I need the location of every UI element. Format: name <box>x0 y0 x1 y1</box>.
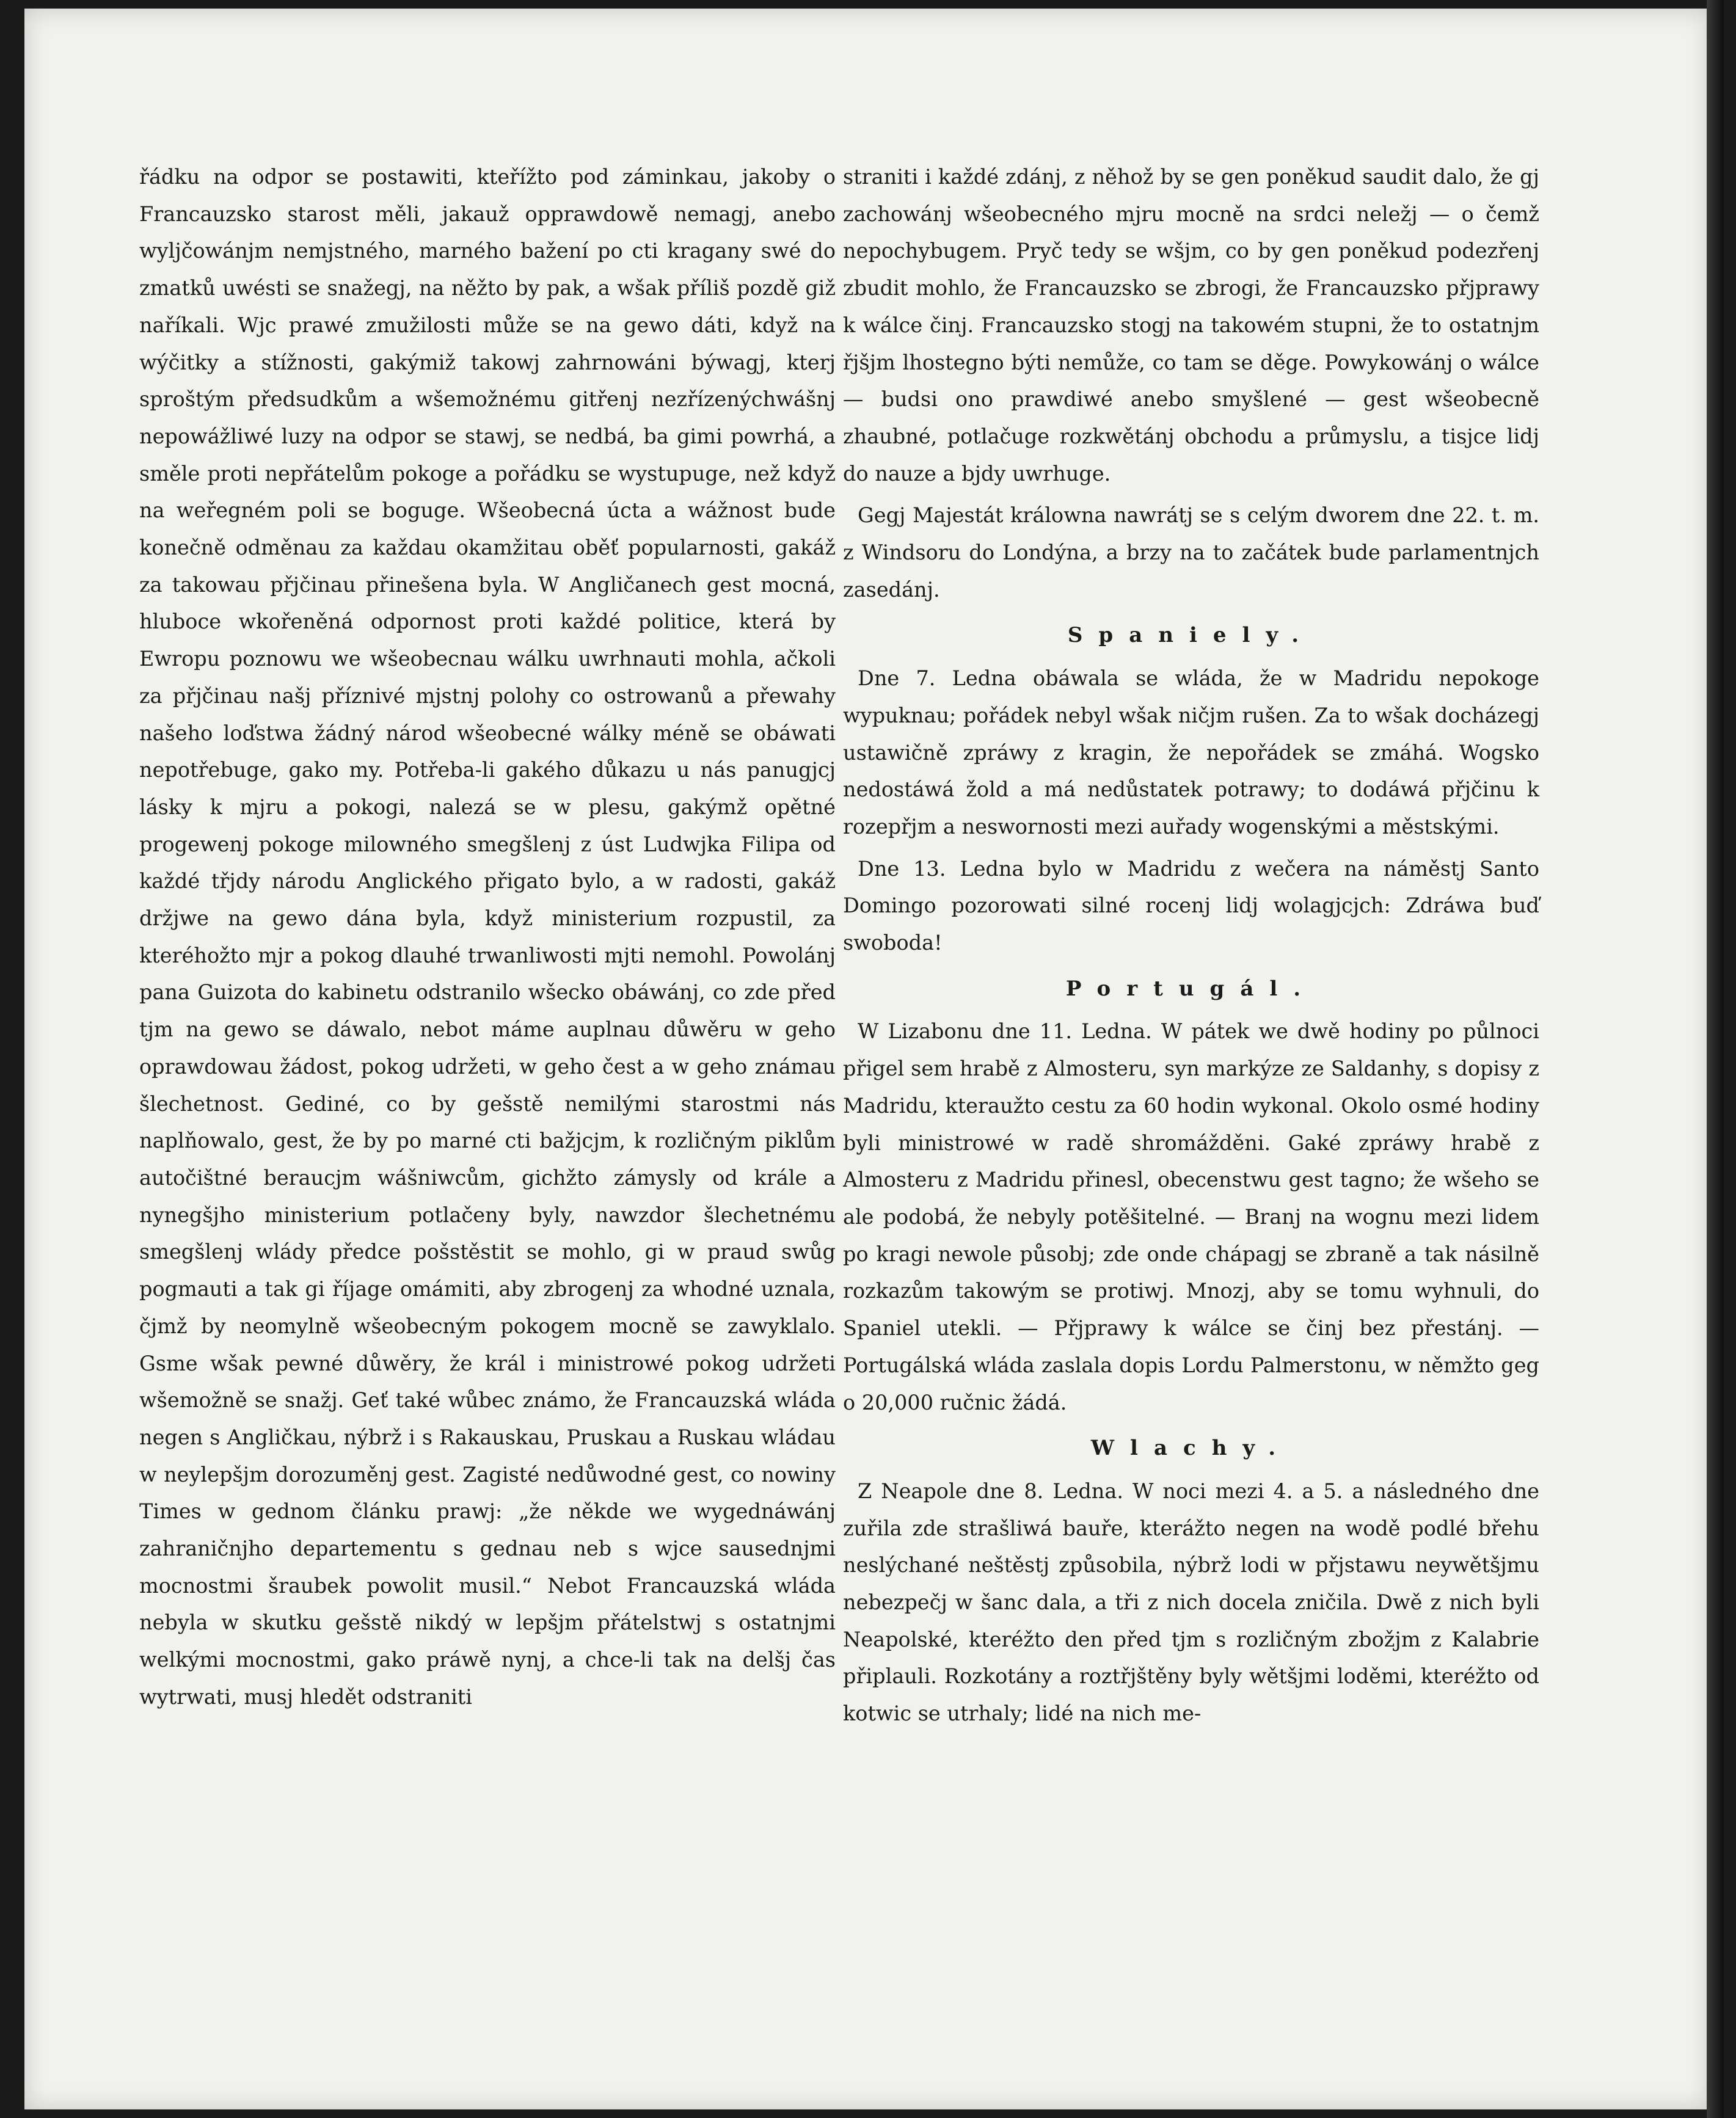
left-column <box>139 159 836 1716</box>
spain-paragraph-2: Dne 13. Ledna bylo w Madridu z wečera na náměstj Santo Domingo pozorowati silné rocenj lidj wolagjcjch: Zdráwa buď swoboda! <box>843 856 1539 955</box>
spain-paragraph-1: Dne 7. Ledna obáwala se wláda, že w Madridu nepokoge wypuknau; pořádek nebyl wšak ničjm rušen. Za to wšak docházegj ustawičně zpráwy z kragin, že nepořádek se zmáhá. Wogsko nedostáwá žold a má nedůstatek potrawy; to dodáwá přjčinu k rozepřjm a neswornosti mezi auřady wogenskými a městskými. <box>843 666 1539 839</box>
section-heading-portugal: Portugál. <box>1065 976 1317 1001</box>
page-gutter <box>1707 0 1724 2118</box>
italy-paragraph: Z Neapole dne 8. Ledna. W noci mezi 4. a 5. a následného dne zuřila zde strašliwá bauře, kterážto negen na wodě podlé břehu neslýchané neštěstj způsobila, nýbrž lodi w přjstawu neywětšjmu nebezpečj w šanc dala, a tři z nich docela zničila. Dwě z nich byli Neapolské, kteréžto den před tjm s rozličným zbožjm z Kalabrie připlauli. Rozkotány a roztřjštěny byly wětšjmi loděmi, kteréžto od kotwic se utrhaly; lidé na nich me- <box>843 1479 1539 1726</box>
left-column-text: řádku na odpor se postawiti, kteřížto pod záminkau, jakoby o Francauzsko starost měli, jakauž opprawdowě nemagj, anebo wyljčowánjm nemjstného, marného bažení po cti kragany swé do zmatků uwésti se snažegj, na něžto by pak, a wšak příliš pozdě giž naříkali. Wjc prawé zmužilosti může se na gewo dáti, když na wýčitky a stížnosti, gakýmiž takowj zahrnowáni býwagj, kterj sproštým předsudkům a wšemožnému gitřenj nezřízenýchwášnj nepowážliwé luzy na odpor se stawj, se nedbá, ba gimi powrhá, a směle proti nepřátelům pokoge a pořádku se wystupuge, než když na weřegném poli se boguge. Wšeobecná úcta a wážnost bude konečně odměnau za každau okamžitau oběť popularnosti, gakáž za takowau přjčinau přinešena byla. W Angličanech gest mocná, hluboce wkořeněná odpornost proti každé politice, která by Ewropu poznowu we wšeobecnau wálku uwrhnauti mohla, ačkoli za přjčinau našj příznivé mjstnj polohy co ostrowanů a přewahy našeho loďstwa žádný národ wšeobecné wálky méně se obáwati nepotřebuge, gako my. Potřeba-li gakého důkazu u nás panugjcj lásky k mjru a pokogi, nalezá se w plesu, gakýmž opětné progewenj pokoge milowného smegšlenj z úst Ludwjka Filipa od každé třjdy národu Anglického přigato bylo, a w radosti, gakáž držjwe na gewo dána byla, když ministerium rozpustil, za kteréhožto mjr a pokog dlauhé trwanliwosti mjti nemohl. Powolánj pana Guizota do kabinetu odstranilo wšecko obáwánj, co zde před tjm na gewo se dáwalo, nebot máme auplnau důwěru w geho oprawdowau žádost, pokog udržeti, w geho čest a w geho známau šlechetnost. Gediné, co by gešstě nemilými starostmi nás naplňowalo, gest, že by po marné cti bažjcjm, k rozličným piklům autočištné beraucjm wášniwcům, gichžto zámysly od krále a nynegšjho ministerium potlačeny byly, nawzdor šlechetnému smegšlenj wlády předce pošstěstit se mohlo, gi w praud swůg pogmauti a tak gi říjage omámiti, aby zbrogenj za whodné uznala, čjmž by neomylně wšeobecným pokogem mocně se zawyklalo. Gsme wšak pewné důwěry, že král i ministrowé pokog udržeti wšemožně se snažj. Geť také wůbec známo, že Francauzská wláda negen s Angličkau, nýbrž i s Rakauskau, Pruskau a Ruskau wládau w neylepšjm dorozuměnj gest. Zagisté nedůwodné gest, co nowiny Times w gednom článku prawj: „že někde we wygednáwánj zahraničnjho departementu s gednau neb s wjce sausednjmi mocnostmi šraubek powolit musil.“ Nebot Francauzská wláda nebyla w skutku gešstě nikdý w lepšjm přátelstwj s ostatnjmi welkými mocnostmi, gako práwě nynj, a chce-li tak na delšj čas wytrwati, musj hledět odstraniti <box>139 165 836 1709</box>
right-column <box>843 159 1539 1733</box>
section-heading-italy: Wlachy. <box>1090 1436 1292 1461</box>
section-heading-spain: Spaniely. <box>1067 623 1315 648</box>
queen-paragraph: Gegj Majestát králowna nawrátj se s celým dworem dne 22. t. m. z Windsoru do Londýna, a brzy na to začátek bude parlamentnjch zasedánj. <box>843 503 1539 602</box>
continuation-paragraph: straniti i každé zdánj, z něhož by se gen poněkud saudit dalo, že gj zachowánj wšeobecného mjru mocně na srdci neležj — o čemž nepochybugem. Pryč tedy se wšjm, co by gen poněkud podezřenj zbudit mohlo, že Francauzsko se zbrogi, že Francauzsko přjprawy k wálce činj. Francauzsko stogj na takowém stupni, že to ostatnjm řjšjm lhostegno býti nemůže, co tam se děge. Powykowánj o wálce — budsi ono prawdiwé anebo smyšlené — gest wšeobecně zhaubné, potlačuge rozkwětánj obchodu a průmyslu, a tisjce lidj do nauze a bjdy uwrhuge. <box>843 165 1539 486</box>
portugal-paragraph: W Lizabonu dne 11. Ledna. W pátek we dwě hodiny po půlnoci přigel sem hrabě z Almosteru, syn markýze ze Saldanhy, s dopisy z Madridu, kteraužto cestu za 60 hodin wykonal. Okolo osmé hodiny byli ministrowé w radě shromážděni. Gaké zpráwy hrabě z Almosteru z Madridu přinesl, obecenstwu gest tagno; že wšeho se ale podobá, že nebyly potěšitelné. — Branj na wognu mezi lidem po kragi newole působj; zde onde chápagj se zbraně a tak násilně rozkazům takowým se protiwj. Mnozj, aby se tomu wyhnuli, do Spaniel utekli. — Přjprawy k wálce se činj bez přestánj. — Portugálská wláda zaslala dopis Lordu Palmerstonu, w němžto geg o 20,000 ručnic žádá. <box>843 1019 1539 1414</box>
